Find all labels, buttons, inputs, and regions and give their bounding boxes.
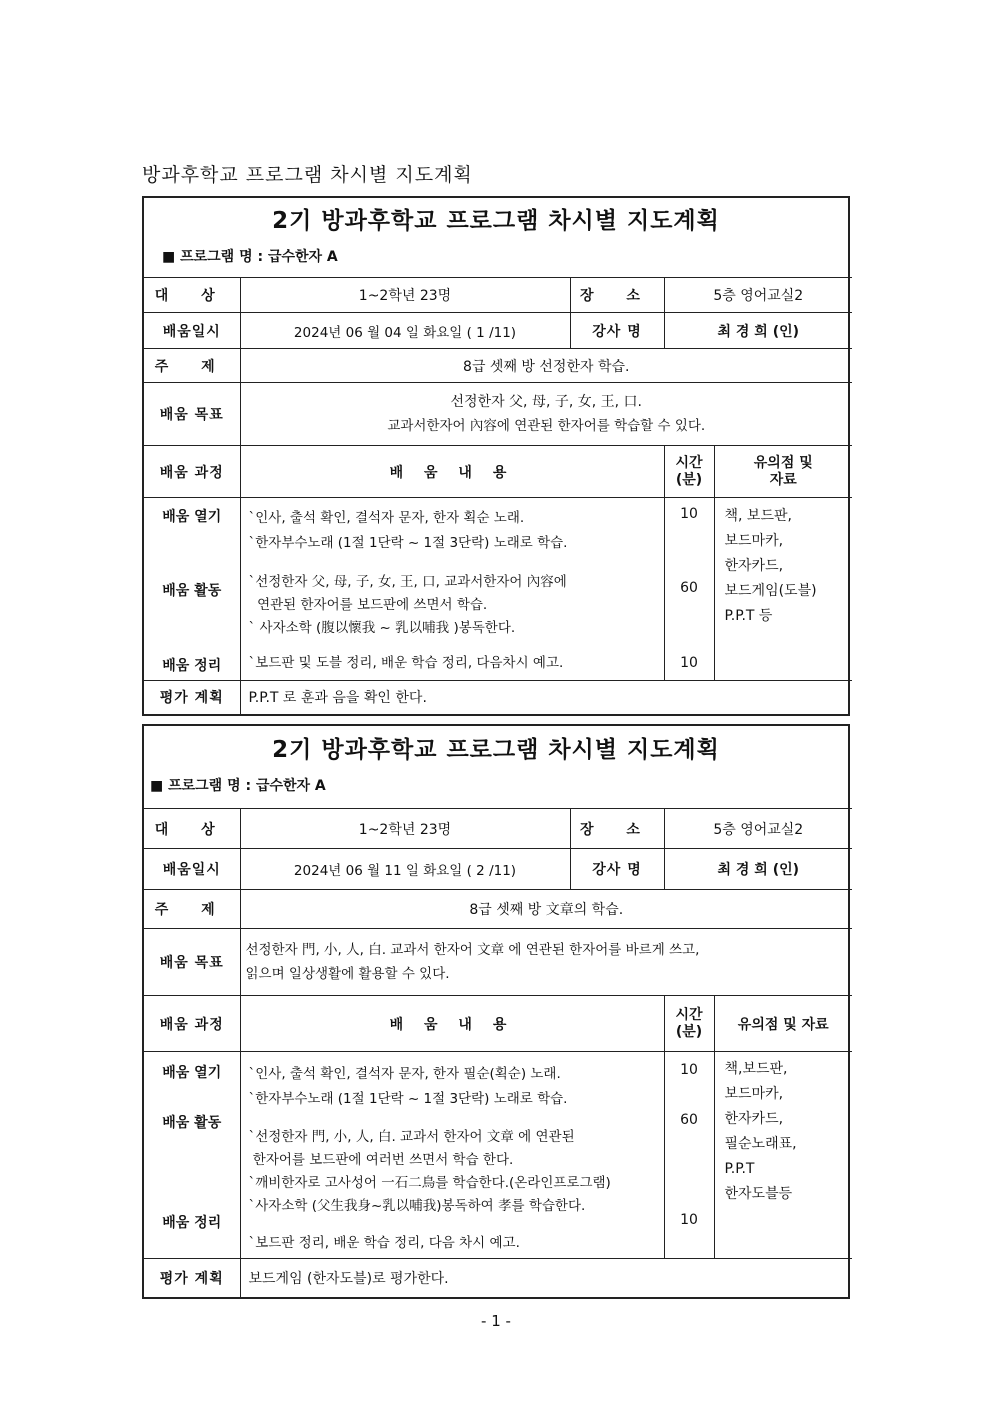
teacher-value: 최 경 희 (인)	[664, 849, 852, 890]
date-value: 2024년 06 월 04 일 화요일 ( 1 /11)	[240, 313, 570, 349]
materials-header: 유의점 및 자료	[714, 446, 852, 498]
lesson-plan-2	[142, 724, 850, 1299]
content-line: `인사, 출석 확인, 결석자 문자, 한자 필순(획순) 노래.	[248, 1066, 561, 1082]
material-item: 책, 보드판,	[724, 508, 792, 524]
content-line: `한자부수노래 (1절 1단락 ~ 1절 3단락) 노래로 학습.	[248, 1091, 568, 1107]
materials-header: 유의점 및 자료	[714, 996, 852, 1052]
content-header: 배 움 내 용	[240, 446, 664, 498]
content-line: `깨비한자로 고사성어 一石二鳥를 학습한다.(온라인프로그램)	[248, 1175, 611, 1191]
material-item: 보드마카,	[724, 533, 784, 549]
topic-label: 주 제	[144, 890, 240, 929]
content-line: `사자소학 (父生我身~乳以哺我)봉독하여 孝를 학습한다.	[248, 1198, 586, 1214]
eval-value: P.P.T 로 훈과 음을 확인 한다.	[240, 681, 852, 714]
content-lines	[240, 1052, 664, 1259]
document-title: 방과후학교 프로그램 차시별 지도계획	[142, 164, 473, 186]
place-value: 5층 영어교실2	[664, 809, 852, 849]
time-value: 60	[680, 1112, 698, 1128]
place-value: 5층 영어교실2	[664, 278, 852, 313]
content-line: `한자부수노래 (1절 1단락 ~ 1절 3단락) 노래로 학습.	[248, 535, 568, 551]
lesson-plan-1	[142, 196, 850, 716]
process-header: 배움 과정	[144, 996, 240, 1052]
content-line: 한자어를 보드판에 여러번 쓰면서 학습 한다.	[248, 1152, 514, 1168]
content-line: `선정한자 門, 小, 人, 白. 교과서 한자어 文章 에 연관된	[248, 1129, 575, 1145]
target-label: 대 상	[144, 809, 240, 849]
time-column	[664, 1052, 714, 1259]
eval-value: 보드게임 (한자도블)로 평가한다.	[240, 1259, 852, 1297]
material-item: 책,보드판,	[724, 1061, 788, 1077]
eval-label: 평가 계획	[144, 681, 240, 714]
time-header: 시간 (분)	[664, 446, 714, 498]
time-header: 시간 (분)	[664, 996, 714, 1052]
goal-line: 읽으며 일상생활에 활용할 수 있다.	[245, 966, 450, 982]
content-line: 연관된 한자어를 보드판에 쓰면서 학습.	[248, 597, 488, 613]
goal-line: 선정한자 門, 小, 人, 白. 교과서 한자어 文章 에 연관된 한자어를 바르게 쓰고,	[245, 942, 700, 958]
place-label: 장 소	[570, 278, 664, 313]
target-value: 1~2학년 23명	[240, 809, 570, 849]
content-lines	[240, 498, 664, 681]
content-line: `보드판 및 도블 정리, 배운 학습 정리, 다음차시 예고.	[248, 655, 564, 671]
place-label: 장 소	[570, 809, 664, 849]
teacher-label: 강사 명	[570, 313, 664, 349]
goal-label: 배움 목표	[144, 929, 240, 996]
materials-list	[714, 498, 852, 681]
material-item: 필순노래표,	[724, 1136, 797, 1152]
program-name: ■ 프로그램 명 : 급수한자 A	[150, 778, 326, 794]
date-label: 배움일시	[144, 313, 240, 349]
phase-column	[144, 498, 240, 681]
date-value: 2024년 06 월 11 일 화요일 ( 2 /11)	[240, 849, 570, 890]
topic-label: 주 제	[144, 349, 240, 383]
content-line: `선정한자 父, 母, 子, 女, 王, 口, 교과서한자어 內容에	[248, 574, 567, 590]
plan-table	[144, 277, 852, 714]
time-value: 60	[680, 580, 698, 596]
goal-line: 선정한자 父, 母, 子, 女, 王, 口.	[450, 394, 642, 410]
topic-value: 8급 셋째 방 文章의 학습.	[240, 890, 852, 929]
goal-text	[240, 383, 852, 446]
phase-activity: 배움 활동	[162, 583, 222, 599]
goal-line: 교과서한자어 內容에 연관된 한자어를 학습할 수 있다.	[387, 418, 706, 434]
phase-open: 배움 열기	[162, 1065, 222, 1081]
time-value: 10	[680, 1212, 698, 1228]
plan-table	[144, 808, 852, 1297]
page-number: - 1 -	[481, 1312, 511, 1330]
content-line: ` 사자소학 (腹以懷我 ~ 乳以哺我 )봉독한다.	[248, 620, 516, 636]
phase-activity: 배움 활동	[162, 1115, 222, 1131]
time-value: 10	[680, 506, 698, 522]
material-item: P.P.T	[724, 1161, 755, 1177]
time-value: 10	[680, 655, 698, 671]
phase-column	[144, 1052, 240, 1259]
phase-close: 배움 정리	[162, 658, 222, 674]
phase-close: 배움 정리	[162, 1215, 222, 1231]
material-item: 보드마카,	[724, 1086, 784, 1102]
target-value: 1~2학년 23명	[240, 278, 570, 313]
topic-value: 8급 셋째 방 선정한자 학습.	[240, 349, 852, 383]
eval-label: 평가 계획	[144, 1259, 240, 1297]
plan-heading: 2기 방과후학교 프로그램 차시별 지도계획	[272, 208, 720, 234]
teacher-value: 최 경 희 (인)	[664, 313, 852, 349]
materials-list	[714, 1052, 852, 1259]
material-item: 한자카드,	[724, 558, 784, 574]
content-line: `인사, 출석 확인, 결석자 문자, 한자 획순 노래.	[248, 510, 525, 526]
time-value: 10	[680, 1062, 698, 1078]
plan-heading: 2기 방과후학교 프로그램 차시별 지도계획	[272, 737, 720, 763]
content-line: `보드판 정리, 배운 학습 정리, 다음 차시 예고.	[248, 1235, 520, 1251]
program-name: ■ 프로그램 명 : 급수한자 A	[162, 249, 338, 265]
material-item: 한자도블등	[724, 1186, 793, 1202]
goal-text	[240, 929, 852, 996]
material-item: 한자카드,	[724, 1111, 784, 1127]
date-label: 배움일시	[144, 849, 240, 890]
teacher-label: 강사 명	[570, 849, 664, 890]
material-item: P.P.T 등	[724, 608, 773, 624]
material-item: 보드게임(도블)	[724, 583, 817, 599]
target-label: 대 상	[144, 278, 240, 313]
goal-label: 배움 목표	[144, 383, 240, 446]
phase-open: 배움 열기	[162, 509, 222, 525]
content-header: 배 움 내 용	[240, 996, 664, 1052]
time-column	[664, 498, 714, 681]
process-header: 배움 과정	[144, 446, 240, 498]
